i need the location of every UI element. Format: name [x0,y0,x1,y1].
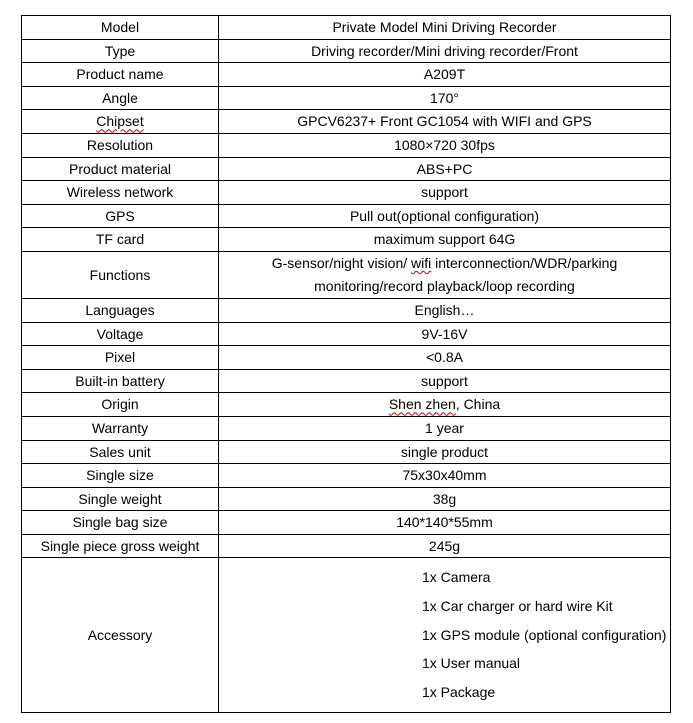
spec-value: support [219,181,671,205]
spec-row [22,228,671,252]
accessory-item: 1x Car charger or hard wire Kit [422,598,613,615]
spec-label: Single weight [22,487,219,511]
spec-label: Accessory [22,558,219,713]
spec-row [22,346,671,370]
spec-row [22,39,671,63]
spec-value: single product [219,440,671,464]
spec-value: 1 year [219,416,671,440]
spec-value: 38g [219,487,671,511]
spec-row [22,416,671,440]
spec-row [22,393,671,417]
spec-label: Single bag size [22,511,219,535]
spec-row [22,157,671,181]
spec-label: Single piece gross weight [22,534,219,558]
spec-row [22,133,671,157]
spec-row [22,534,671,558]
spec-label: Resolution [22,133,219,157]
spec-row [22,86,671,110]
spec-value: Shen zhen, China [219,393,671,417]
spec-value: Private Model Mini Driving Recorder [219,16,671,40]
spec-row [22,322,671,346]
spec-row-accessory [22,558,671,713]
spec-value-line: monitoring/record playback/loop recording [314,277,575,294]
spec-row [22,298,671,322]
spec-row [22,464,671,488]
spec-value: Driving recorder/Mini driving recorder/Front [219,39,671,63]
spec-label: Sales unit [22,440,219,464]
accessory-list [219,558,671,713]
spec-value: 245g [219,534,671,558]
spec-label: Wireless network [22,181,219,205]
accessory-item: 1x GPS module (optional configuration) [422,626,667,643]
spec-label: Single size [22,464,219,488]
spec-value: 9V-16V [219,322,671,346]
spec-label: Languages [22,298,219,322]
accessory-item: 1x Camera [422,569,491,586]
spec-row [22,440,671,464]
spec-value: ABS+PC [219,157,671,181]
spec-row [22,181,671,205]
accessory-item: 1x Package [422,683,496,700]
spec-value: 140*140*55mm [219,511,671,535]
spec-value: A209T [219,63,671,87]
spec-row [22,511,671,535]
spec-value: 75x30x40mm [219,464,671,488]
spec-table [21,15,671,713]
spec-label: Built-in battery [22,369,219,393]
spec-row [22,487,671,511]
spec-label: Product material [22,157,219,181]
spec-value: 170° [219,86,671,110]
spec-row [22,63,671,87]
spec-label: Chipset [22,110,219,134]
spec-label: Pixel [22,346,219,370]
spec-value: <0.8A [219,346,671,370]
spec-value: 1080×720 30fps [219,133,671,157]
spec-row [22,251,671,298]
spec-value: Pull out(optional configuration) [219,204,671,228]
spec-label: Voltage [22,322,219,346]
spec-label: Origin [22,393,219,417]
spec-value-line: G-sensor/night vision/ wifi interconnection/WDR/parking [271,254,618,271]
spec-label: GPS [22,204,219,228]
spec-label: Warranty [22,416,219,440]
spec-value: English… [219,298,671,322]
spec-row [22,16,671,40]
spec-label: Type [22,39,219,63]
spec-value: support [219,369,671,393]
spec-value [219,251,671,298]
spec-label: Model [22,16,219,40]
spec-label: Functions [22,251,219,298]
spec-label: TF card [22,228,219,252]
spec-value: maximum support 64G [219,228,671,252]
spec-label: Product name [22,63,219,87]
accessory-item: 1x User manual [422,655,521,672]
spec-row [22,110,671,134]
spec-value: GPCV6237+ Front GC1054 with WIFI and GPS [219,110,671,134]
spec-row [22,369,671,393]
spec-row [22,204,671,228]
spec-label: Angle [22,86,219,110]
